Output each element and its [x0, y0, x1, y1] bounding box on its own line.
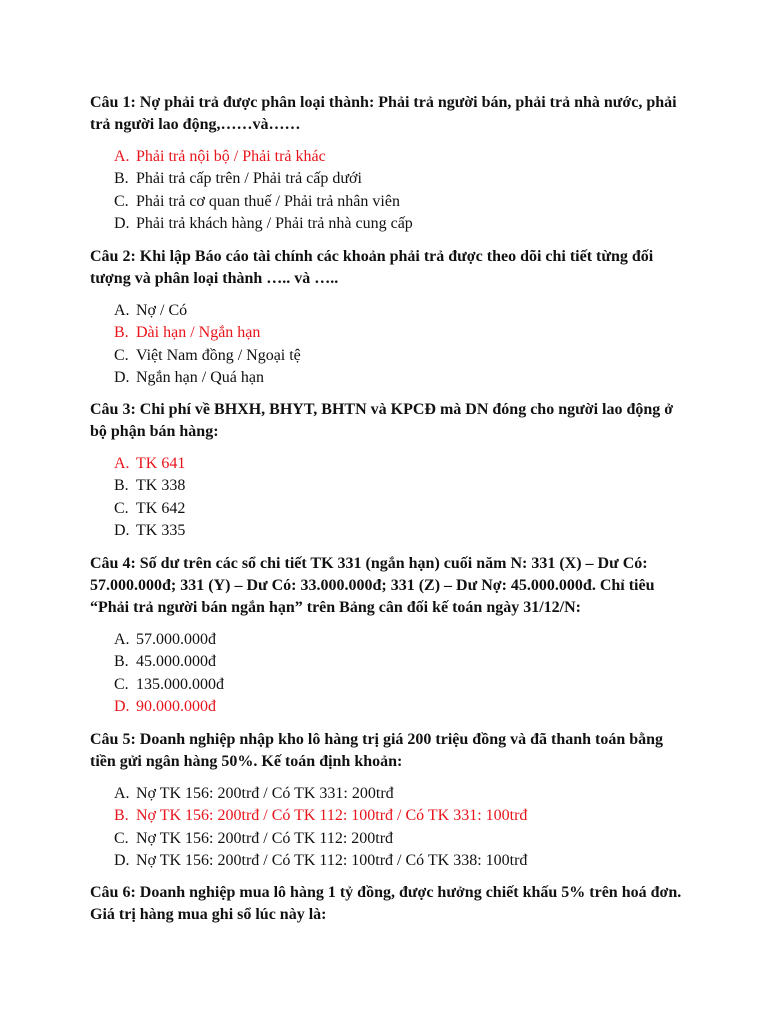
option-text: Phải trả cơ quan thuế / Phải trả nhân viên [136, 192, 400, 210]
option-text: 57.000.000đ [136, 631, 216, 648]
question-2 [90, 246, 690, 389]
option-letter: C. [114, 346, 129, 364]
option-d [90, 696, 690, 718]
option-letter: D. [114, 851, 130, 869]
option-letter: A. [114, 148, 130, 165]
option-c [90, 674, 690, 696]
option-list [90, 300, 690, 389]
option-text: Ngắn hạn / Quá hạn [136, 368, 264, 386]
option-letter: D. [114, 214, 130, 232]
option-text: TK 338 [136, 477, 186, 495]
option-list [90, 146, 690, 235]
option-d [90, 367, 690, 389]
option-letter: D. [114, 697, 130, 715]
option-d [90, 850, 690, 872]
option-text: TK 642 [136, 499, 186, 517]
option-text: Phải trả cấp trên / Phải trả cấp dưới [136, 170, 362, 188]
option-b [90, 168, 690, 190]
option-d [90, 213, 690, 235]
option-text: Dài hạn / Ngắn hạn [136, 324, 261, 342]
option-letter: D. [114, 521, 130, 539]
question-text: Câu 3: Chi phí về BHXH, BHYT, BHTN và KPCĐ mà DN đóng cho người lao động ở bộ phận bán hàng: [90, 401, 674, 440]
option-c [90, 498, 690, 520]
option-letter: A. [114, 631, 130, 648]
question-text: Câu 5: Doanh nghiệp nhập kho lô hàng trị giá 200 triệu đồng và đã thanh toán bằng tiền gửi ngân hàng 50%. Kế toán định khoản: [90, 731, 664, 770]
option-b [90, 475, 690, 497]
option-a [90, 300, 690, 322]
option-text: Nợ TK 156: 200trđ / Có TK 112: 100trđ / Có TK 338: 100trđ [136, 851, 528, 869]
option-letter: C. [114, 675, 129, 693]
question-5 [90, 729, 690, 872]
question-3 [90, 399, 690, 542]
option-text: TK 335 [136, 521, 186, 539]
option-text: TK 641 [136, 455, 186, 472]
option-letter: B. [114, 653, 129, 671]
option-letter: C. [114, 829, 129, 847]
option-letter: A. [114, 785, 130, 802]
option-letter: A. [114, 455, 130, 472]
option-list [90, 629, 690, 718]
option-list [90, 783, 690, 872]
option-letter: D. [114, 368, 130, 386]
option-text: Nợ TK 156: 200trđ / Có TK 331: 200trđ [136, 785, 394, 802]
option-text: 135.000.000đ [136, 675, 224, 693]
option-a [90, 453, 690, 475]
question-4 [90, 553, 690, 718]
option-list [90, 453, 690, 542]
option-a [90, 146, 690, 168]
option-b [90, 651, 690, 673]
option-a [90, 629, 690, 651]
option-text: Phải trả nội bộ / Phải trả khác [136, 148, 326, 165]
option-c [90, 191, 690, 213]
question-6 [90, 882, 690, 926]
option-text: Việt Nam đồng / Ngoại tệ [136, 346, 301, 364]
option-b [90, 805, 690, 827]
option-letter: C. [114, 499, 129, 517]
option-a [90, 783, 690, 805]
question-text: Câu 1: Nợ phải trả được phân loại thành: Phải trả người bán, phải trả nhà nước, phải trả người lao động,……và…… [90, 94, 677, 133]
question-1 [90, 92, 690, 235]
option-text: Nợ TK 156: 200trđ / Có TK 112: 100trđ / Có TK 331: 100trđ [136, 807, 528, 825]
question-text: Câu 2: Khi lập Báo cáo tài chính các khoản phải trả được theo dõi chi tiết từng đối tượng và phân loại thành ….. và ….. [90, 248, 654, 287]
option-text: 90.000.000đ [136, 697, 216, 715]
option-text: Nợ / Có [136, 302, 188, 319]
question-text: Câu 4: Số dư trên các sổ chi tiết TK 331 (ngắn hạn) cuối năm N: 331 (X) – Dư Có: 57.000.000đ; 331 (Y) – Dư Có: 33.000.000đ; 331 (Z) – Dư Nợ: 45.000.000đ. Chỉ tiêu “Phải trả người bán ngắn hạn” trên Bảng cân đối kế toán ngày 31/12/N: [90, 555, 655, 616]
question-text: Câu 6: Doanh nghiệp mua lô hàng 1 tỷ đồng, được hưởng chiết khấu 5% trên hoá đơn. Giá trị hàng mua ghi sổ lúc này là: [90, 884, 682, 923]
option-letter: C. [114, 192, 129, 210]
option-b [90, 322, 690, 344]
option-c [90, 345, 690, 367]
option-d [90, 520, 690, 542]
option-text: Nợ TK 156: 200trđ / Có TK 112: 200trđ [136, 829, 394, 847]
option-letter: B. [114, 170, 129, 188]
option-text: 45.000.000đ [136, 653, 216, 671]
option-letter: B. [114, 324, 129, 342]
option-text: Phải trả khách hàng / Phải trả nhà cung cấp [136, 214, 413, 232]
option-c [90, 828, 690, 850]
option-letter: A. [114, 302, 130, 319]
option-letter: B. [114, 807, 129, 825]
option-letter: B. [114, 477, 129, 495]
